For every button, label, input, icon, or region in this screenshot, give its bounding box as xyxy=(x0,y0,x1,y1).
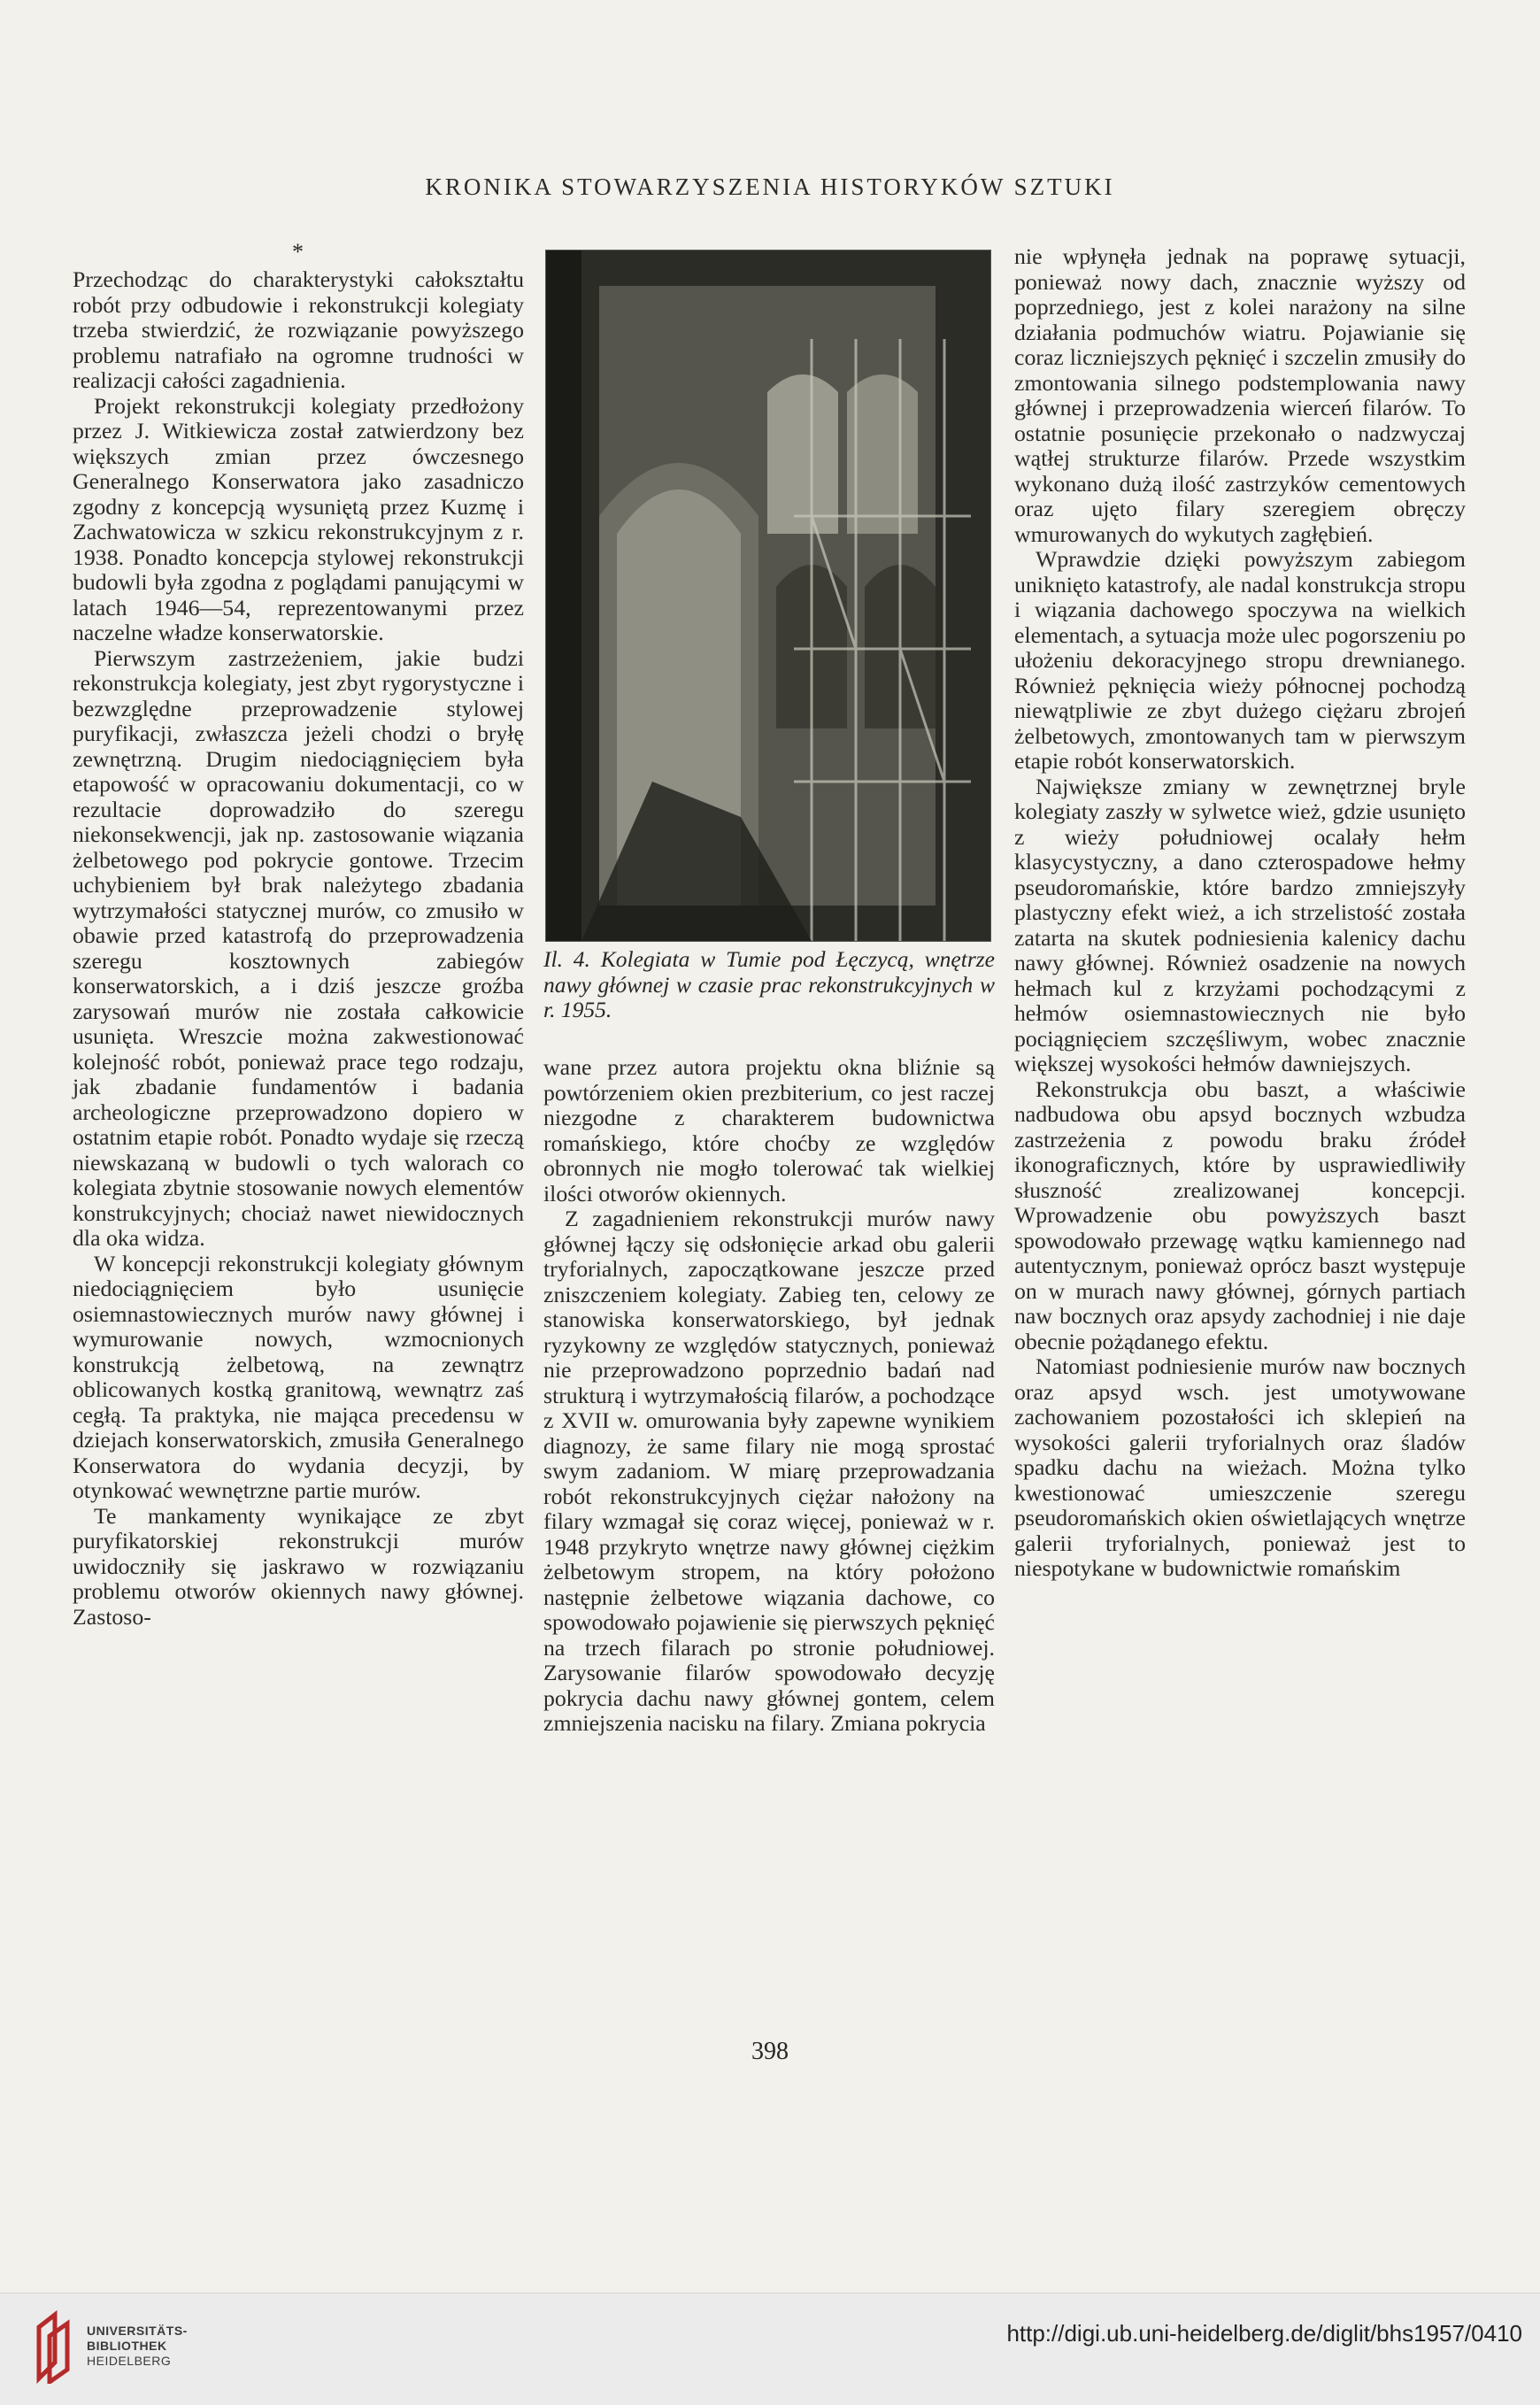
page-number: 398 xyxy=(751,2038,789,2065)
source-url-link[interactable]: http://digi.ub.uni-heidelberg.de/diglit/bhs1957/0410 xyxy=(1006,2320,1522,2347)
figure-caption: Il. 4. Kolegiata w Tumie pod Łęczycą, wnętrze nawy głównej w czasie prac rekonstrukcyjnych w r. 1955. xyxy=(543,946,995,1022)
library-logo-icon xyxy=(34,2309,74,2384)
library-footer xyxy=(0,2293,1540,2405)
paragraph: Z zagadnieniem rekonstrukcji murów nawy głównej łączy się odsłonięcie arkad obu galerii tryforialnych, zapoczątkowane jeszcze przed zniszczeniem kolegiaty. Zabieg ten, celowy ze stanowiska konserwatorskiego, był jednak ryzykowny ze względów statycznych, ponieważ nie przeprowadzono poprzednio badań nad strukturą i wytrzymałością filarów, a pochodzące z XVII w. omurowania były zapewne wynikiem diagnozy, że same filary nie mogą sprostać swym zadaniom. W miarę przeprowadzania robót rekonstrukcyjnych ciężar nałożony na filary wzmagał się coraz więcej, ponieważ w r. 1948 przykryto wnętrze nawy głównej ciężkim żelbetowym stropem, na który położono następnie żelbetowe wiązania dachowe, co spowodowało pojawienie się pierwszych pęknięć na trzech filarach po stronie południowej. Zarysowanie filarów spowodowało decyzję pokrycia dachu nawy głównej gontem, celem zmniejszenia nacisku na filary. Zmiana pokrycia xyxy=(543,1206,995,1736)
text-column-right xyxy=(1014,244,1466,1582)
paragraph: W koncepcji rekonstrukcji kolegiaty głównym niedociągnięciem było usunięcie osiemnastowiecznych murów nawy głównej i wymurowanie nowych, wzmocnionych konstrukcją żelbetową, na zewnątrz oblicowanych kostką granitową, wewnątrz zaś cegłą. Ta praktyka, nie mająca precedensu w dziejach konserwatorskich, zmusiła Generalnego Konserwatora do wydania decyzji, by otynkować wewnętrzne partie murów. xyxy=(73,1250,524,1503)
paragraph: Przechodząc do charakterystyki całokształtu robót przy odbudowie i rekonstrukcji kolegiaty trzeba stwierdzić, że rozwiązanie powyższego problemu natrafiało na ogromne trudności w realizacji całości zagadnienia. xyxy=(73,266,524,393)
paragraph: Największe zmiany w zewnętrznej bryle kolegiaty zaszły w sylwetce wież, gdzie usunięto z wieży południowej ocalały hełm klasycystyczny, a dano czterospadowe hełmy pseudoromańskie, które bardzo zmniejszyły plastyczny efekt wież, a ich strzelistość została zatarta na skutek podniesienia kalenicy dachu nawy głównej. Również osadzenie na nowych hełmach kul z krzyżami pochodzącymi z hełmów osiemnastowiecznych nie było pociągnięciem szczęśliwym, wobec znacznie większej wysokości hełmów dawniejszych. xyxy=(1014,773,1466,1076)
paragraph: Wprawdzie dzięki powyższym zabiegom uniknięto katastrofy, ale nadal konstrukcja stropu i wiązania dachowego spoczywa na wielkich elementach, a sytuacja może ulec pogorszeniu po ułożeniu dekoracyjnego stropu drewnianego. Również pęknięcia wieży północnej pochodzą niewątpliwie ze zbyt dużego ciężaru zbrojeń żelbetowych, zmontowanych tam w pierwszym etapie robót konserwatorskich. xyxy=(1014,546,1466,774)
paragraph: Projekt rekonstrukcji kolegiaty przedłożony przez J. Witkiewicza został zatwierdzony bez większych zmian przez ówczesnego Generalnego Konserwatora jako zasadniczo zgodny z koncepcją wysuniętą przez Kuzmę i Zachwatowicza w szkicu rekonstrukcyjnym z r. 1938. Ponadto koncepcja stylowej rekonstrukcji budowli była zgodna z poglądami panującymi w latach 1946—54, reprezentowanymi przez naczelne władze konserwatorskie. xyxy=(73,392,524,645)
running-header: KRONIKA STOWARZYSZENIA HISTORYKÓW SZTUKI xyxy=(425,173,1115,200)
paragraph: nie wpłynęła jednak na poprawę sytuacji, ponieważ nowy dach, znacznie wyższy od poprzedniego, jest z kolei narażony na silne działania podmuchów wiatru. Pojawianie się coraz liczniejszych pęknięć i szczelin zmusiły do zmontowania silnego podstemplowania nawy głównej i przeprowadzenia wierceń filarów. To ostatnie posunięcie przekonało o nadzwyczaj wątłej strukturze filarów. Przede wszystkim wykonano dużą ilość zastrzyków cementowych oraz ujęto filary szeregiem obręczy wmurowanych do wykutych zagłębień. xyxy=(1014,243,1466,547)
library-name xyxy=(87,2324,188,2369)
church-interior-photo xyxy=(545,250,991,942)
section-mark: * xyxy=(292,239,304,265)
paragraph: Rekonstrukcja obu baszt, a właściwie nadbudowa obu apsyd bocznych wzbudza zastrzeżenia z powodu braku źródeł ikonograficznych, które by usprawiedliwiły słuszność zrealizowanej koncepcji. Wprowadzenie obu powyższych baszt spowodowało przewagę wątku kamiennego nad autentycznym, ponieważ oprócz baszt występuje on w murach nawy głównej, górnych partiach naw bocznych oraz apsydy zachodniej i nie daje obecnie pożądanego efektu. xyxy=(1014,1075,1466,1354)
text-column-middle xyxy=(543,1055,995,1737)
paragraph: Te mankamenty wynikające ze zbyt puryfikatorskiej rekonstrukcji murów uwidoczniły się jaskrawo w rozwiązaniu problemu otworów okiennych nawy głównej. Zastoso- xyxy=(73,1502,524,1630)
library-name-line: HEIDELBERG xyxy=(87,2354,172,2368)
paragraph: wane przez autora projektu okna bliźnie są powtórzeniem okien prezbiterium, co jest raczej niezgodne z charakterem budownictwa romańskiego, które choćby ze względów obronnych nie mogło tolerować tak wielkiej ilości otworów okiennych. xyxy=(543,1054,995,1206)
library-name-line: BIBLIOTHEK xyxy=(87,2339,167,2353)
paragraph: Pierwszym zastrzeżeniem, jakie budzi rekonstrukcja kolegiaty, jest zbyt rygorystyczne i bezwzględne przeprowadzenie stylowej puryfikacji, zwłaszcza jeżeli chodzi o bryłę zewnętrzną. Drugim niedociągnięciem była etapowość w opracowaniu dokumentacji, co w rezultacie doprowadziło do szeregu niekonsekwencji, jak np. zastosowanie wiązania żelbetowego pod pokrycie gontowe. Trzecim uchybieniem był brak należytego zbadania wytrzymałości statycznej murów, co zmusiło w obawie przed katastrofą do przeprowadzenia szeregu kosztownych zabiegów konserwatorskich, a i dziś jeszcze groźba zarysowań murów nie została całkowicie usunięta. Wreszcie można zakwestionować kolejność robót, ponieważ prace tego rodzaju, jak zbadanie fundamentów i badania archeologiczne przeprowadzono dopiero w ostatnim etapie robót. Ponadto wydaje się rzeczą niewskazaną w budowli o tych walorach co kolegiata zbytnie stosowanie nowych elementów konstrukcyjnych; chociaż nawet niewidocznych dla oka widza. xyxy=(73,644,524,1251)
paragraph: Natomiast podniesienie murów naw bocznych oraz apsyd wsch. jest umotywowane zachowaniem pozostałości ich sklepień na wysokości galerii tryforialnych oraz śladów spadku dachu na wieżach. Można tylko kwestionować umieszczenie szeregu pseudoromańskich okien oświetlających wnętrze galerii tryforialnych, ponieważ jest to niespotykane w budownictwie romańskim xyxy=(1014,1353,1466,1581)
text-column-left xyxy=(73,267,524,1630)
library-name-line: UNIVERSITÄTS- xyxy=(87,2324,188,2338)
